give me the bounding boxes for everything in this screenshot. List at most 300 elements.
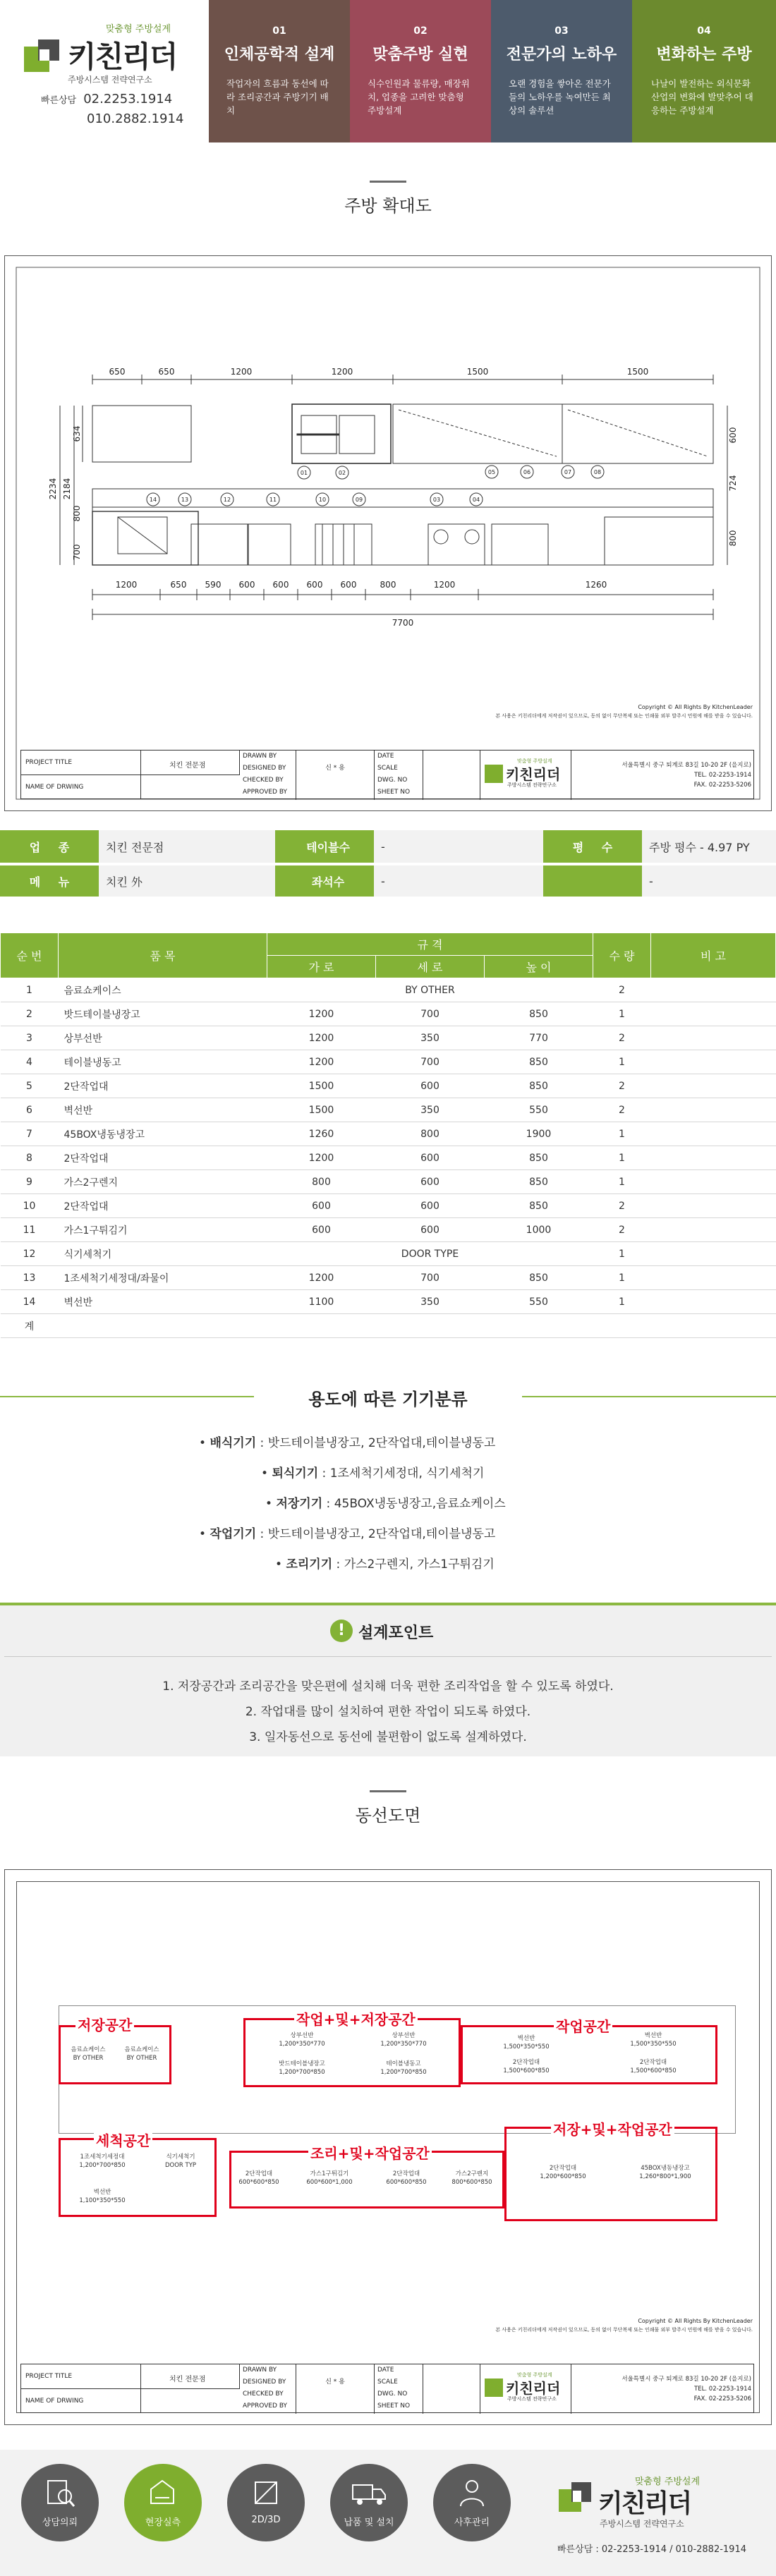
contact-label: 빠른상담 [41,95,77,106]
designed-by: DESIGNED BY [243,2378,286,2386]
dim-bottom-8: 800 [380,580,396,590]
cell-no: 11 [1,1218,59,1242]
tb-tel: TEL. 02-2253-1914 [694,2386,751,2393]
cell-depth: 600 [376,1218,485,1242]
dim-bottom-10: 1260 [585,580,607,590]
footer-button-delivery[interactable] [330,2464,408,2541]
cell-height: 550 [485,1098,593,1122]
cell-note [651,1098,776,1122]
cell-item: 벽선반 [59,1290,267,1314]
table-row [1,1218,776,1242]
table-row [1,1194,776,1218]
cell-bat-fridge: 밧드테이블냉장고 1,200*700*850 [279,2060,325,2076]
logo-mark-icon [23,37,62,76]
footer-logo-name[interactable]: 키친리더 [598,2489,691,2518]
cell-table-freezer: 테이블냉동고 1,200*700*850 [380,2060,427,2076]
dim-left-2: 2184 [62,478,72,500]
cell-qty: 1 [593,1050,651,1074]
tb-logo-tag: 맞춤형 주방설계 [517,758,552,764]
phone-2[interactable]: 010.2882.1914 [87,111,184,126]
copyright-2: Copyright © All Rights By KitchenLeader [638,2318,753,2324]
tb-address: 서울특별시 중구 퇴계로 83길 10-20 2F (을지로) [622,2376,751,2383]
tb-logo-name: 키친리더 [506,766,561,783]
cell-depth: 600 [376,1146,485,1170]
dim-bottom-4: 600 [238,580,255,590]
item-num-07: 07 [564,469,572,475]
item-num-08: 08 [593,469,602,475]
table-row [1,1314,776,1338]
cell-note [651,1122,776,1146]
dim-bottom-5: 600 [272,580,289,590]
cell-note [651,1050,776,1074]
cell-gas-range: 가스2구렌지 800*600*850 [451,2170,492,2186]
cell-note [651,1002,776,1026]
cell-item: 가스1구튀김기 [59,1218,267,1242]
area-label: 평 수 [543,830,642,864]
cell-qty: 1 [593,1242,651,1266]
usage-working: • 작업기기 : 밧드테이블냉장고, 2단작업대,테이블냉동고 [199,1527,496,1541]
zone-label-work: 작업공간 [554,2015,612,2036]
usage-label: 저장기기 [276,1497,323,1511]
cell-depth: 600 [376,1074,485,1098]
project-title: 치킨 전문점 [141,751,240,775]
logo-subtitle: 주방시스템 전략연구소 [68,75,152,85]
design-point-line-3: 3. 일자동선으로 동선에 불편함이 없도록 설계하였다. [249,1730,527,1744]
cell-showcase-1: 음료쇼케이스 BY OTHER [71,2046,106,2062]
table-row [1,1002,776,1026]
title-block-meta [374,751,423,800]
cell-width: 600 [267,1194,376,1218]
copyright-note: 본 사용은 키친리더에게 저작권이 있으므로, 동의 없이 무단복제 또는 인쇄물 외부 발주시 민원에 해를 받을 수 있습니다. [495,713,753,719]
cell-height [485,1314,593,1338]
title-block-meta [374,2364,423,2414]
design-point-box [0,1603,776,1756]
cell-qty: 1 [593,1170,651,1194]
design-point-title: 설계포인트 [358,1624,434,1642]
cell-box-freezer: 45BOX냉동냉장고 1,260*800*1,900 [639,2165,691,2180]
design-point-line-1: 1. 저장공간과 조리공간을 맞은편에 설치해 더욱 편한 조리작업을 할 수 있도록 하였다. [162,1679,614,1694]
item-num-14: 14 [149,497,157,503]
cell-upper-shelf-2: 상부선반 1,200*350*770 [380,2032,427,2048]
usage-title: 용도에 따른 기기분류 [308,1390,468,1409]
cell-depth: 700 [376,1266,485,1290]
kitchen-drawing-frame [4,255,772,811]
usage-cooking: • 조리기기 : 가스2구렌지, 가스1구튀김기 [275,1557,495,1572]
seats-label: 좌석수 [275,864,374,898]
usage-returning: • 퇴식기기 : 1조세척기세정대, 식기세척기 [261,1466,485,1481]
table-row [1,1050,776,1074]
cell-note [651,1170,776,1194]
cell-width: 1500 [267,1098,376,1122]
scale-label: SCALE [377,765,398,772]
cell-note [651,1026,776,1050]
cell-worktable-2: 2단작업대 1,500*600*850 [630,2059,677,2074]
date-label: DATE [377,2367,394,2374]
tb-logo-sub: 주방시스템 전략연구소 [507,782,557,788]
cell-worktable-1: 2단작업대 1,500*600*850 [503,2059,550,2074]
header-col-4 [632,0,776,142]
cell-height: 850 [485,1050,593,1074]
name-label: NAME OF DRWING [21,2389,141,2413]
drawn-by: DRAWN BY [243,753,277,760]
usage-value: 가스2구렌지, 가스1구튀김기 [344,1557,495,1572]
cell-item: 밧드테이블냉장고 [59,1002,267,1026]
item-num-12: 12 [223,497,231,503]
date-label: DATE [377,753,394,760]
dim-top-1: 650 [109,367,126,377]
cell-height: 850 [485,1146,593,1170]
usage-label: 배식기기 [210,1436,257,1450]
tb-logo-mark-icon [485,765,503,783]
title-block-logo [480,751,571,800]
item-num-06: 06 [523,469,531,475]
cell-no: 10 [1,1194,59,1218]
cell-item: 테이블냉동고 [59,1050,267,1074]
usage-value: 밧드테이블냉장고, 2단작업대,테이블냉동고 [267,1436,496,1450]
measure-icon [148,2477,178,2510]
table-row [1,1290,776,1314]
cell-width: 1100 [267,1290,376,1314]
col-num: 03 [554,25,569,37]
usage-value: 밧드테이블냉장고, 2단작업대,테이블냉동고 [267,1527,496,1541]
design-point-line-2: 2. 작업대를 많이 설치하여 편한 작업이 되도록 하였다. [245,1705,531,1719]
sheet-no-label: SHEET NO [377,789,411,796]
dim-top-3: 1200 [230,367,253,377]
cell-width: 1260 [267,1122,376,1146]
table-row [1,1074,776,1098]
dim-bottom-6: 600 [306,580,323,590]
item-num-02: 02 [338,470,346,476]
truck-icon [351,2477,387,2510]
approved-by: APPROVED BY [243,789,288,796]
col-title: 맞춤주방 실현 [372,46,468,63]
tb-fax: FAX. 02-2253-5206 [693,2395,751,2402]
col-num: 01 [272,25,286,37]
footer-contact-line: 빠른상담 : 02-2253-1914 / 010-2882-1914 [557,2544,746,2555]
cell-depth: 350 [376,1026,485,1050]
dim-right-2: 724 [728,475,738,492]
table-row [1,1242,776,1266]
col-no: 순 번 [1,933,59,978]
cell-width: 1200 [267,1266,376,1290]
cell-note [651,1146,776,1170]
table-row [1,1146,776,1170]
section-divider [370,181,406,183]
cell-note [651,1266,776,1290]
equipment-spec-table [0,932,776,1338]
cell-width: 600 [267,1218,376,1242]
cell-item [59,1314,267,1338]
section-divider-2 [370,1790,406,1792]
cell-width: 1200 [267,1026,376,1050]
cell-depth [376,1314,485,1338]
col-title: 인체공학적 설계 [224,46,335,63]
cell-item: 상부선반 [59,1026,267,1050]
exclamation-icon: ! [330,1620,353,1642]
project-info-table [0,830,776,899]
zone-label-storage-work: 저장+및+작업공간 [551,2118,674,2139]
approved-by: APPROVED BY [243,2402,288,2410]
cell-no: 5 [1,1074,59,1098]
cell-upper-shelf-1: 상부선반 1,200*350*770 [279,2032,325,2048]
dwg-no-label: DWG. NO [377,2390,408,2398]
zone-label-storage: 저장공간 [75,2014,134,2034]
table-row [1,1026,776,1050]
flow-copyright [5,1870,771,2424]
col-note: 비 고 [651,933,776,978]
cell-note [651,1218,776,1242]
dwg-no-label: DWG. NO [377,777,408,784]
item-num-13: 13 [181,497,189,503]
designer: 신 * 용 [325,765,345,772]
cell-height: 850 [485,1002,593,1026]
business-value: 치킨 전문점 [99,830,275,864]
item-num-09: 09 [355,497,363,503]
header [0,0,776,142]
col-num: 04 [697,25,711,37]
project-title-label: PROJECT TITLE [21,2364,141,2389]
cell-no: 13 [1,1266,59,1290]
cell-note [651,1314,776,1338]
item-num-04: 04 [472,497,480,503]
cell-depth: 700 [376,1050,485,1074]
col-item: 품 목 [59,933,267,978]
cell-no: 14 [1,1290,59,1314]
cell-height: 850 [485,1194,593,1218]
title-block-roles [240,751,296,800]
footer-contact[interactable]: 02-2253-1914 / 010-2882-1914 [601,2544,746,2555]
footer-contact-label: 빠른상담 [557,2544,593,2555]
menu-label: 메 뉴 [0,864,99,898]
col-title: 변화하는 주방 [656,46,752,63]
aftercare-icon [457,2477,487,2510]
cell-no: 7 [1,1122,59,1146]
cell-no: 8 [1,1146,59,1170]
cell-depth: 700 [376,1002,485,1026]
table-row [1,1122,776,1146]
designer: 신 * 용 [325,2378,345,2386]
cell-height: 1000 [485,1218,593,1242]
tb-fax: FAX. 02-2253-5206 [693,782,751,789]
dim-left-4: 800 [72,505,82,522]
table-row [1,1266,776,1290]
cell-no: 9 [1,1170,59,1194]
cell-item: 음료쇼케이스 [59,978,267,1002]
dim-top-2: 650 [158,367,175,377]
title-block-contact [578,2374,751,2404]
col-desc: 오랜 경험을 쌓아온 전문가들의 노하우를 녹여만든 최상의 솔루션 [509,78,611,116]
dim-bottom-1: 1200 [115,580,138,590]
col-size: 규 격 [267,933,593,956]
cell-worktable-3: 2단작업대 600*600*850 [238,2170,279,2186]
tb-tel: TEL. 02-2253-1914 [694,772,751,779]
section-title-enlarged: 주방 확대도 [344,196,432,216]
checked-by: CHECKED BY [243,777,284,784]
cell-width: 1500 [267,1074,376,1098]
cell-qty: 2 [593,1026,651,1050]
cell-qty: 2 [593,1098,651,1122]
header-col-3 [491,0,632,142]
sheet-no-label: SHEET NO [377,2402,411,2410]
dim-top-4: 1200 [331,367,353,377]
cell-depth: 800 [376,1122,485,1146]
cell-height: 770 [485,1026,593,1050]
dim-bottom-3: 590 [205,580,222,590]
designed-by: DESIGNED BY [243,765,286,772]
col-desc: 작업자의 흐름과 동선에 따라 조리공간과 주방기기 배치 [226,78,329,116]
cell-qty: 2 [593,1194,651,1218]
cell-item: 2단작업대 [59,1074,267,1098]
cell-qty: 1 [593,1122,651,1146]
logo-tagline: 맞춤형 주방설계 [106,24,171,35]
footer-button-aftercare[interactable] [433,2464,511,2541]
drafting-icon [251,2477,281,2510]
cell-showcase-2: 음료쇼케이스 BY OTHER [124,2046,159,2062]
dim-bottom-9: 1200 [433,580,456,590]
cell-no: 6 [1,1098,59,1122]
col-height: 높 이 [485,956,593,978]
header-col-1 [209,0,350,142]
cell-width: 800 [267,1170,376,1194]
cell-qty [593,1314,651,1338]
cell-no: 3 [1,1026,59,1050]
tb-logo-tag: 맞춤형 주방설계 [517,2372,552,2378]
logo-name[interactable]: 키친리더 [68,40,177,74]
col-desc: 나날이 발전하는 외식문화 산업의 변화에 발맞추어 대응하는 주방설계 [651,78,753,116]
project-title: 치킨 전문점 [141,2364,240,2389]
dim-right-1: 600 [728,427,738,444]
cell-note [651,1242,776,1266]
cell-item: 1조세척기세정대/좌물이 [59,1266,267,1290]
cell-qty: 1 [593,1266,651,1290]
item-num-01: 01 [300,470,308,476]
title-block-logo [480,2364,571,2414]
area-value: 주방 평수 - 4.97 PY [642,830,776,864]
cell-wall-shelf-1: 벽선반 1,500*350*550 [503,2035,550,2051]
cell-worktable-4: 2단작업대 600*600*850 [386,2170,427,2186]
cell-fryer: 가스1구튀김기 600*600*1,000 [306,2170,353,2186]
footer-button-measure[interactable] [124,2464,202,2541]
title-block-2 [20,2364,754,2413]
cell-depth: DOOR TYPE [267,1242,593,1266]
cell-worktable-5: 2단작업대 1,200*600*850 [540,2165,586,2180]
dim-left-1: 2234 [48,478,58,500]
table-row [1,1098,776,1122]
footer-button-consult[interactable] [21,2464,99,2541]
phone-1[interactable]: 02.2253.1914 [83,92,173,107]
cell-note [651,1074,776,1098]
cell-item: 45BOX냉동냉장고 [59,1122,267,1146]
seats-value: - [374,864,543,898]
cell-width: 1200 [267,1146,376,1170]
extra-value: - [642,864,776,898]
footer-button-label: 현장실측 [145,2517,181,2528]
title-block-contact [578,760,751,790]
name-label: NAME OF DRWING [21,775,141,799]
cell-note [651,1194,776,1218]
dim-right-3: 800 [728,530,738,547]
drawn-by: DRAWN BY [243,2367,277,2374]
col-qty: 수 량 [593,933,651,978]
copyright: Copyright © All Rights By KitchenLeader [638,704,753,710]
cell-no: 2 [1,1002,59,1026]
footer-button-label: 납품 및 설치 [344,2517,394,2528]
usage-label: 퇴식기기 [272,1466,319,1481]
cell-item: 벽선반 [59,1098,267,1122]
copyright-note-2: 본 사용은 키친리더에게 저작권이 있으므로, 동의 없이 무단복제 또는 인쇄물 외부 발주시 민원에 해를 받을 수 있습니다. [495,2327,753,2333]
item-num-05: 05 [487,469,496,475]
dim-top-5: 1500 [466,367,489,377]
footer-logo-mark-icon [557,2481,594,2517]
cell-item: 2단작업대 [59,1146,267,1170]
cell-wall-shelf-2: 벽선반 1,500*350*550 [630,2032,677,2048]
footer [0,2450,776,2576]
usage-storage: • 저장기기 : 45BOX냉동냉장고,음료쇼케이스 [265,1497,506,1511]
cell-item: 2단작업대 [59,1194,267,1218]
tb-logo-mark-icon [485,2378,503,2397]
footer-button-label: 2D/3D [251,2515,281,2525]
title-block [20,750,754,799]
cell-qty: 1 [593,1290,651,1314]
col-depth: 세 로 [376,956,485,978]
cell-no: 4 [1,1050,59,1074]
cell-depth: 600 [376,1170,485,1194]
cell-item: 식기세척기 [59,1242,267,1266]
design-point-separator [4,1656,772,1657]
cell-qty: 1 [593,1146,651,1170]
cell-height: 1900 [485,1122,593,1146]
cell-qty: 2 [593,1218,651,1242]
header-col-2 [350,0,491,142]
zone-label-washing: 세척공간 [94,2130,152,2150]
scale-label: SCALE [377,2378,398,2386]
usage-label: 조리기기 [286,1557,333,1572]
cell-width [267,1314,376,1338]
cell-dishwasher: 식기세척기 DOOR TYP [164,2153,197,2169]
cell-qty: 1 [593,1002,651,1026]
footer-button-label: 사후관리 [454,2517,490,2528]
tb-logo-name: 키친리더 [506,2380,561,2397]
tables-value: - [374,830,543,864]
cell-qty: 2 [593,978,651,1002]
dim-total: 7700 [392,618,414,628]
table-row [1,1170,776,1194]
cell-wall-shelf-3: 벽선반 1,100*350*550 [79,2189,126,2204]
contact-line-1 [41,92,172,107]
cell-height: 850 [485,1074,593,1098]
cell-item: 가스2구렌지 [59,1170,267,1194]
usage-label: 작업기기 [210,1527,257,1541]
dim-bottom-7: 600 [340,580,357,590]
cell-depth: 350 [376,1098,485,1122]
item-num-11: 11 [269,497,277,503]
project-title-label: PROJECT TITLE [21,751,141,775]
tb-logo-sub: 주방시스템 전략연구소 [507,2396,557,2402]
cell-width: 1200 [267,1002,376,1026]
cell-depth: BY OTHER [267,978,593,1002]
usage-value: 1조세척기세정대, 식기세척기 [329,1466,485,1481]
item-num-10: 10 [318,497,327,503]
cell-no: 12 [1,1242,59,1266]
col-width: 가 로 [267,956,376,978]
cell-depth: 350 [376,1290,485,1314]
cell-width: 1200 [267,1050,376,1074]
footer-button-2d3d[interactable] [227,2464,305,2541]
cell-qty: 2 [593,1074,651,1098]
cell-depth: 600 [376,1194,485,1218]
dim-bottom-2: 650 [170,580,187,590]
cell-note [651,978,776,1002]
